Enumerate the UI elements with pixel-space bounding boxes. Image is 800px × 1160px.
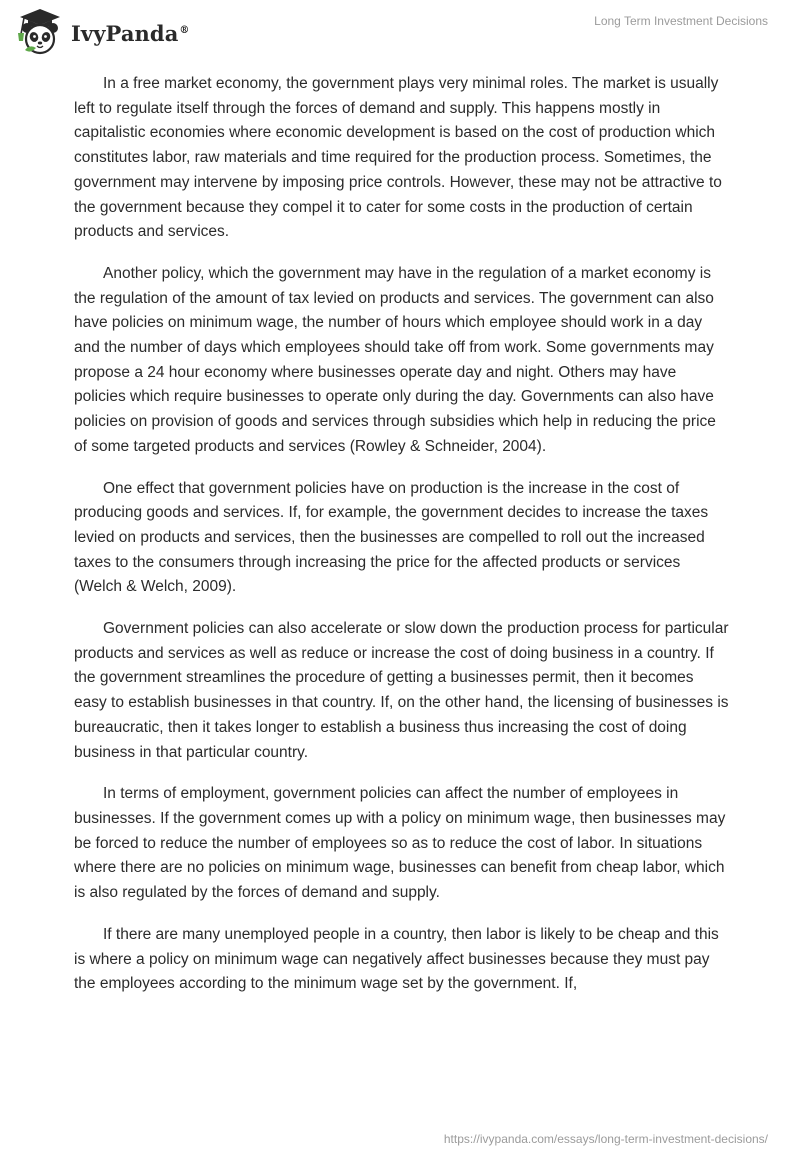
paragraph: In terms of employment, government policies can affect the number of employees in businesses. If the government comes up with a policy on minimum wage, then businesses may be forced to reduce the number of employees so as to reduce the cost of labor. In situations where there are no policies on minimum wage, businesses can benefit from cheap labor, which is also regulated by the forces of demand and supply. [74,785,726,902]
panda-graduate-icon [15,8,65,56]
ivypanda-logo[interactable] [15,8,190,56]
paragraph: In a free market economy, the government plays very minimal roles. The market is usually left to regulate itself through the forces of demand and supply. This happens mostly in capitalistic economies where economic development is based on the cost of production which constitutes labor, raw materials and time required for the production process. Sometimes, the government may intervene by imposing price controls. However, these may not be attractive to the government because they compel it to cater for some costs in the production of certain products and services. [74,75,722,241]
document-title: Long Term Investment Decisions [594,14,768,28]
page-header [0,0,800,62]
paragraph: If there are many unemployed people in a country, then labor is likely to be cheap and this is where a policy on minimum wage can negatively affect businesses because they must pay the employees according to the minimum wage set by the government. If, [74,925,719,993]
brand-name: IvyPanda® [71,20,190,46]
registered-mark: ® [179,24,190,36]
paragraph: One effect that government policies have on production is the increase in the cost of producing goods and services. If, for example, the government decides to increase the taxes levied on products and services, then the businesses are compelled to roll out the increased taxes to the consumers through increasing the price for the affected products or services (Welch & Welch, 2009). [74,479,709,596]
paragraph: Another policy, which the government may have in the regulation of a market economy is the regulation of the amount of tax levied on products and services. The government can also have policies on minimum wage, the number of hours which employee should work in a day and the number of days which employees should take off from work. Some governments may propose a 24 hour economy where businesses operate day and night. Others may have policies which require businesses to operate only during the day. Governments can also have policies on provision of goods and services through subsidies which help in reducing the price of some targeted products and services (Rowley & Schneider, 2004). [74,264,716,455]
essay-body [74,72,730,1014]
source-url[interactable]: https://ivypanda.com/essays/long-term-investment-decisions/ [443,1132,768,1146]
paragraph: Government policies can also accelerate or slow down the production process for particular products and services as well as reduce or increase the cost of doing business in a country. If the government streamlines the procedure of getting a businesses permit, then it becomes easy to establish businesses in that country. If, on the other hand, the licensing of businesses is bureaucratic, then it takes longer to establish a business thus increasing the cost of doing business in that particular country. [74,620,729,761]
